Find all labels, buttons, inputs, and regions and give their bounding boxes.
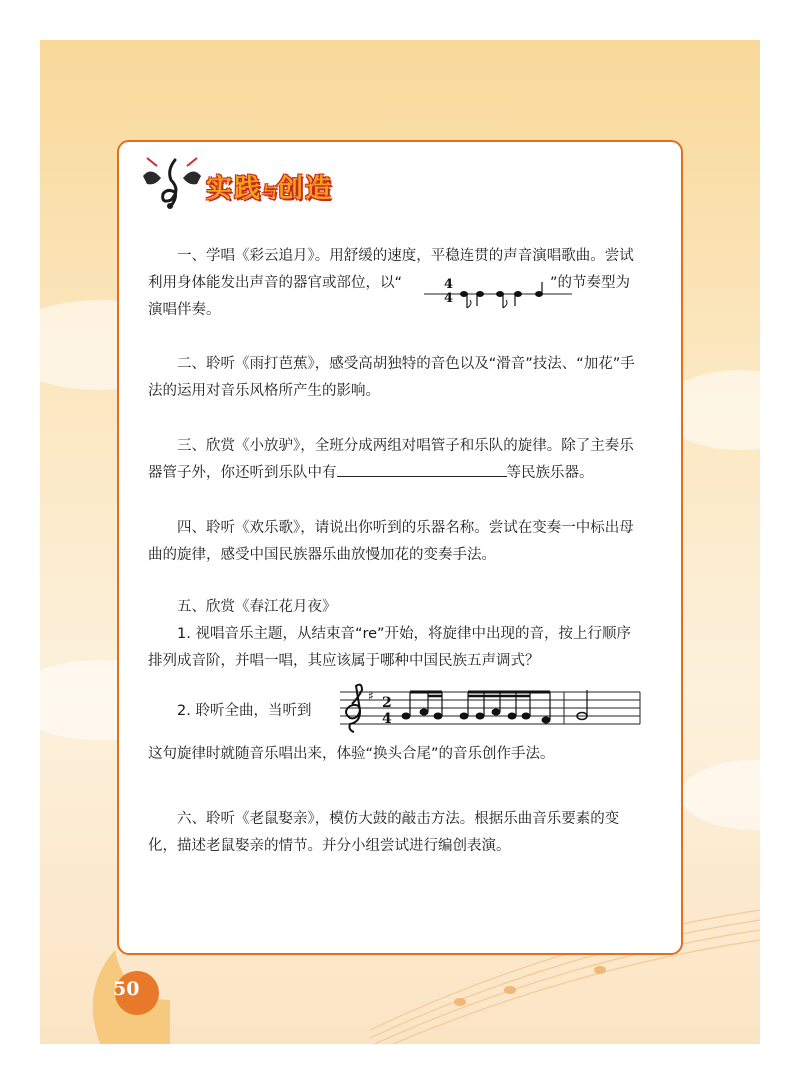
staff-time-top: 2 (382, 695, 392, 711)
item-3-text-before: 三、欣赏《小放驴》，全班分成两组对唱管子和乐队的旋律。除了主奏乐器管子外，你还听到乐队中有 (148, 438, 634, 481)
heading-part2: 创造 (277, 174, 334, 204)
item-5-title: 五、欣赏《春江花月夜》 (177, 599, 337, 615)
section-heading (206, 168, 333, 205)
music-staff-excerpt (338, 682, 648, 738)
item-6: 六、聆听《老鼠娶亲》，模仿大鼓的敲击方法。根据乐曲音乐要素的变化，描述老鼠娶亲的情节。并分小组尝试进行编创表演。 (148, 811, 620, 854)
key-signature-sharp: ♯ (368, 689, 374, 703)
heading-part1: 实践 (206, 174, 263, 204)
treble-clef-conductor-icon (137, 156, 207, 211)
rhythm-pattern (424, 272, 574, 312)
item-4: 四、聆听《欢乐歌》，请说出你听到的乐器名称。尝试在变奏一中标出母曲的旋律，感受中国民族器乐曲放慢加花的变奏手法。 (148, 520, 634, 563)
page-number: 50 (113, 978, 140, 1000)
item-1-text-after: ”的节奏型为演唱伴奏。 (148, 275, 631, 318)
rhythm-time-top: 4 (444, 277, 454, 292)
heading-connector: 与 (262, 183, 278, 201)
item-5-sub-2-intro: 2. 聆听全曲，当听到 (177, 703, 312, 719)
item-3 (148, 433, 643, 487)
item-5-sub-2-rest: 这句旋律时就随音乐唱出来，体验“换头合尾”的音乐创作手法。 (148, 746, 555, 762)
item-5-sub-1: 1. 视唱音乐主题，从结束音“re”开始，将旋律中出现的音，按上行顺序排列成音阶，并唱一唱，其应该属于哪种中国民族五声调式？ (148, 626, 632, 669)
answer-blank[interactable] (337, 460, 507, 477)
item-2: 二、聆听《雨打芭蕉》，感受高胡独特的音色以及“滑音”技法、“加花”手法的运用对音乐风格所产生的影响。 (148, 356, 635, 399)
rhythm-time-bottom: 4 (444, 291, 454, 306)
staff-time-bottom: 4 (382, 711, 392, 727)
item-3-text-after: 等民族乐器。 (506, 465, 594, 481)
item-1-text-before: 一、学唱《彩云追月》。用舒缓的速度，平稳连贯的声音演唱歌曲。尝试利用身体能发出声音的器官或部位，以“ (148, 248, 634, 291)
